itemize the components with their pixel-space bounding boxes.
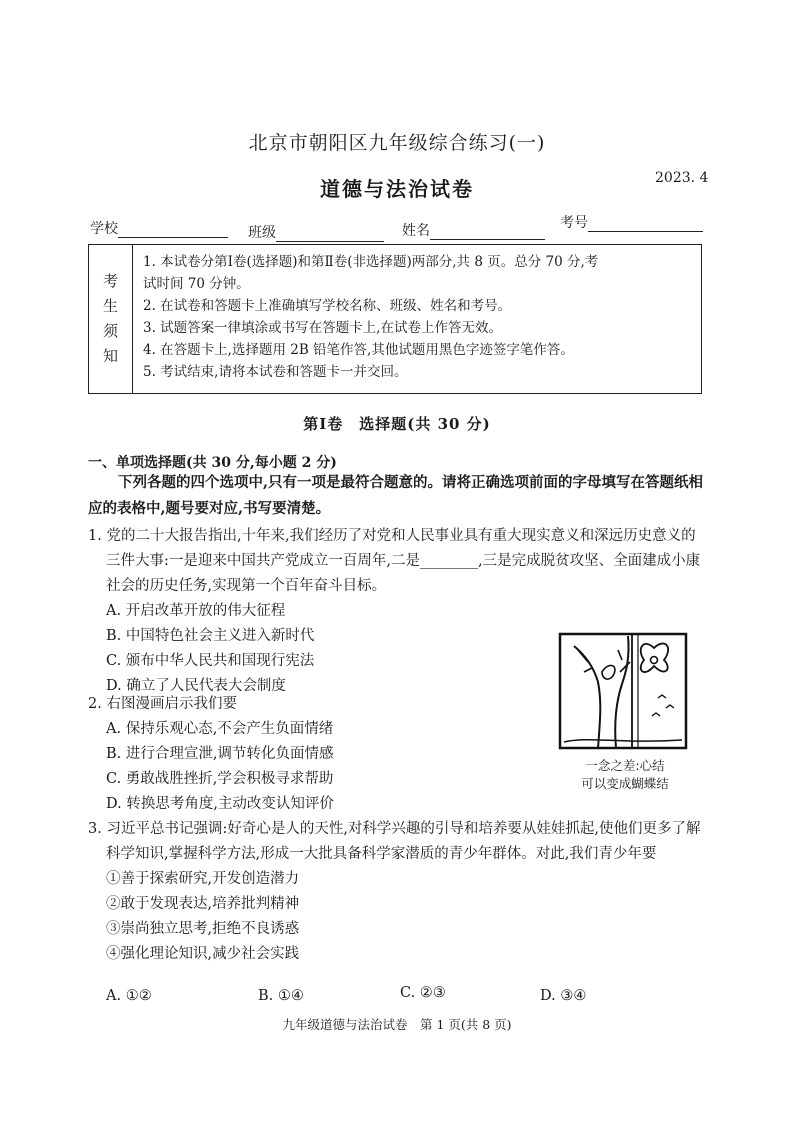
option-a: A. ①② [106,988,152,1004]
exam-title: 北京市朝阳区九年级综合练习(一) [248,132,546,154]
option-c: C. 勇敢战胜挫折,学会积极寻求帮助 [106,771,334,787]
exam-no-label: 考号 [560,215,588,231]
name-blank [430,223,545,240]
option-d: D. 确立了人民代表大会制度 [106,678,286,694]
question-stem: 3. 习近平总书记强调:好奇心是人的天性,对科学兴趣的引导和培养要从娃娃抓起,使他们更多了解科学知识,掌握科学方法,形成一大批具备科学家潜质的青少年群体。对此,我们青少年要 [88,821,701,862]
exam-subtitle: 道德与法治试卷 [320,177,474,201]
notice-label [89,245,133,393]
statement-4: ④强化理论知识,减少社会实践 [106,946,300,962]
option-b: B. 中国特色社会主义进入新时代 [106,628,315,644]
option-c: C. ②③ [400,985,446,1001]
option-a: A. 保持乐观心态,不会产生负面情绪 [106,721,334,737]
question-stem: 1. 党的二十大报告指出,十年来,我们经历了对党和人民事业具有重大现实意义和深远历史意义的三件大事:一是迎来中国共产党成立一百周年,二是________,三是完成脱贫攻坚、全面建成小康社会的历史任务,实现第一个百年奋斗目标。 [88,528,701,594]
cartoon-caption-line-2: 可以变成蝴蝶结 [581,776,669,791]
part-title: 一、单项选择题(共 30 分,每小题 2 分) [88,455,337,471]
question-3 [88,817,708,967]
option-a: A. 开启改革开放的伟大征程 [106,603,286,619]
option-c: C. 颁布中华人民共和国现行宪法 [106,653,315,669]
question-stem: 2. 右图漫画启示我们要 [88,696,237,712]
candidate-notice-box [88,244,702,394]
cartoon-caption [540,757,710,793]
cartoon-caption-line-1: 一念之差:心结 [585,758,665,773]
statement-3: ③崇尚独立思考,拒绝不良诱惑 [106,921,300,937]
notice-label-char: 须 [102,322,118,340]
class-label: 班级 [248,225,276,241]
page-footer: 九年级道德与法治试卷 第 1 页(共 8 页) [282,1017,512,1032]
exam-date: 2023. 4 [655,170,709,186]
notice-item: 试时间 70 分钟。 [143,276,250,292]
statement-2: ②敢于发现表达,培养批判精神 [106,896,300,912]
notice-item: 1. 本试卷分第Ⅰ卷(选择题)和第Ⅱ卷(非选择题)两部分,共 8 页。总分 70 分,考 [143,254,599,270]
notice-item: 3. 试题答案一律填涂或书写在答题卡上,在试卷上作答无效。 [143,320,502,336]
name-label: 姓名 [402,223,430,239]
statement-1: ①善于探索研究,开发创造潜力 [106,871,300,887]
notice-item: 2. 在试卷和答题卡上准确填写学校名称、班级、姓名和考号。 [143,298,512,314]
instruction-text: 下列各题的四个选项中,只有一项是最符合题意的。请将正确选项前面的字母填写在答题纸相应的表格中,题号要对应,书写要清楚。 [88,474,704,517]
notice-label-char: 生 [102,297,118,315]
notice-item: 5. 考试结束,请将本试卷和答题卡一并交回。 [143,364,408,380]
notice-items [143,251,695,383]
cartoon-tree-bow-image [558,632,688,750]
section-title: 第Ⅰ卷 选择题(共 30 分) [303,415,491,433]
option-d: D. ③④ [540,988,587,1004]
option-b: B. ①④ [258,988,304,1004]
question-2 [88,692,528,817]
notice-label-char: 知 [102,347,118,365]
school-label: 学校 [90,221,118,237]
notice-label-char: 考 [102,272,118,290]
notice-item: 4. 在答题卡上,选择题用 2B 铅笔作答,其他试题用黑色字迹签字笔作答。 [143,342,574,358]
option-d: D. 转换思考角度,主动改变认知评价 [106,796,334,812]
class-blank [276,225,384,242]
option-b: B. 进行合理宣泄,调节转化负面情感 [106,746,334,762]
exam-no-blank [588,215,703,232]
school-blank [118,221,228,238]
